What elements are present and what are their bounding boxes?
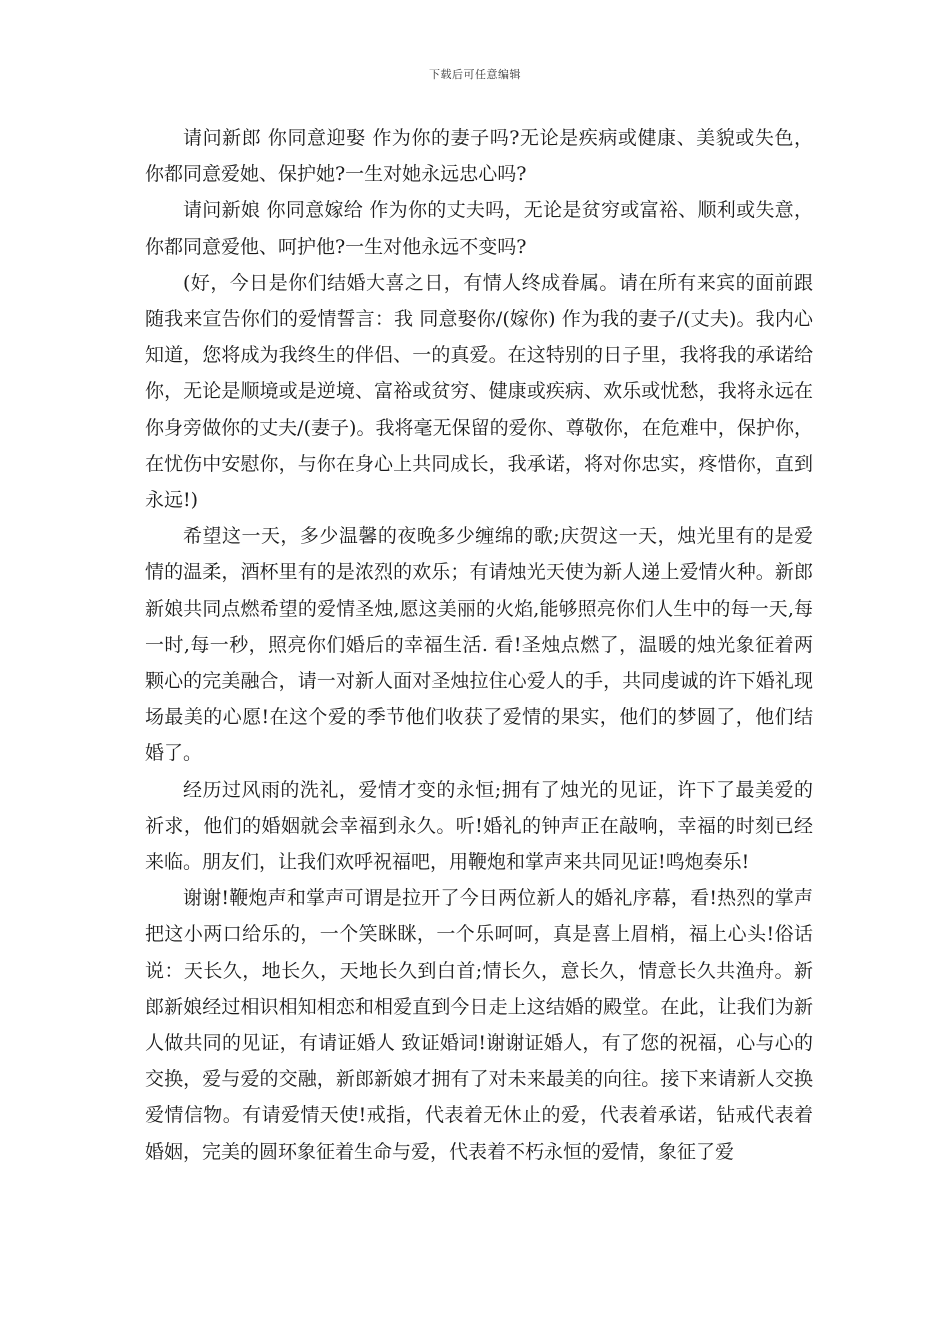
paragraph-groom-vow: 请问新郎 你同意迎娶 作为你的妻子吗?无论是疾病或健康、美貌或失色，你都同意爱她、保护她?一生对她永远忠心吗?: [145, 127, 813, 186]
paragraph-candle-lighting: 希望这一天，多少温馨的夜晚多少缠绵的歌;庆贺这一天，烛光里有的是爱情的温柔，酒杯里有的是浓烈的欢乐；有请烛光天使为新人递上爱情火种。新郎新娘共同点燃希望的爱情圣烛,愿这美丽的火焰,能够照亮你们人生中的每一天,每一时,每一秒，照亮你们婚后的幸福生活. 看!圣烛点燃了，温暖的烛光象征着两颗心的完美融合，请一对新人面对圣烛拉住心爱人的手，共同虔诚的许下婚礼现场最美的心愿!在这个爱的季节他们收获了爱情的果实，他们的梦圆了，他们结婚了。: [145, 525, 813, 765]
paragraph-witness-rings: 谢谢!鞭炮声和掌声可谓是拉开了今日两位新人的婚礼序幕，看!热烈的掌声把这小两口给乐的，一个笑眯眯，一个乐呵呵，真是喜上眉梢，福上心头!俗话说：天长久，地长久，天地长久到白首;情长久，意长久，情意长久共渔舟。新郎新娘经过相识相知相恋和相爱直到今日走上这结婚的殿堂。在此，让我们为新人做共同的见证，有请证婚人 致证婚词!谢谢证婚人，有了您的祝福，心与心的交换，爱与爱的交融，新郎新娘才拥有了对未来最美的向往。接下来请新人交换爱情信物。有请爱情天使!戒指，代表着无休止的爱，代表着承诺，钻戒代表着婚姻，完美的圆环象征着生命与爱，代表着不朽永恒的爱情，象征了爱: [145, 887, 813, 1163]
paragraph-firecrackers: 经历过风雨的洗礼，爱情才变的永恒;拥有了烛光的见证，许下了最美爱的祈求，他们的婚姻就会幸福到永久。听!婚礼的钟声正在敲响，幸福的时刻已经来临。朋友们，让我们欢呼祝福吧，用鞭炮和掌声来共同见证!鸣炮奏乐!: [145, 778, 813, 874]
paragraph-bride-vow: 请问新娘 你同意嫁给 作为你的丈夫吗，无论是贫穷或富裕、顺利或失意，你都同意爱他、呵护他?一生对他永远不变吗?: [145, 199, 813, 258]
page-header: 下载后可任意编辑: [429, 68, 521, 81]
paragraph-love-oath: (好，今日是你们结婚大喜之日，有情人终成眷属。请在所有来宾的面前跟随我来宣告你们的爱情誓言：我 同意娶你/(嫁你) 作为我的妻子/(丈夫)。我内心知道，您将成为我终生的伴侣、一的真爱。在这特别的日子里，我将我的承诺给你，无论是顺境或是逆境、富裕或贫穷、健康或疾病、欢乐或忧愁，我将永远在你身旁做你的丈夫/(妻子)。我将毫无保留的爱你、尊敬你，在危难中，保护你，在忧伤中安慰你，与你在身心上共同成长，我承诺，将对你忠实，疼惜你，直到永远!): [145, 271, 813, 512]
document-body: [145, 120, 813, 1170]
